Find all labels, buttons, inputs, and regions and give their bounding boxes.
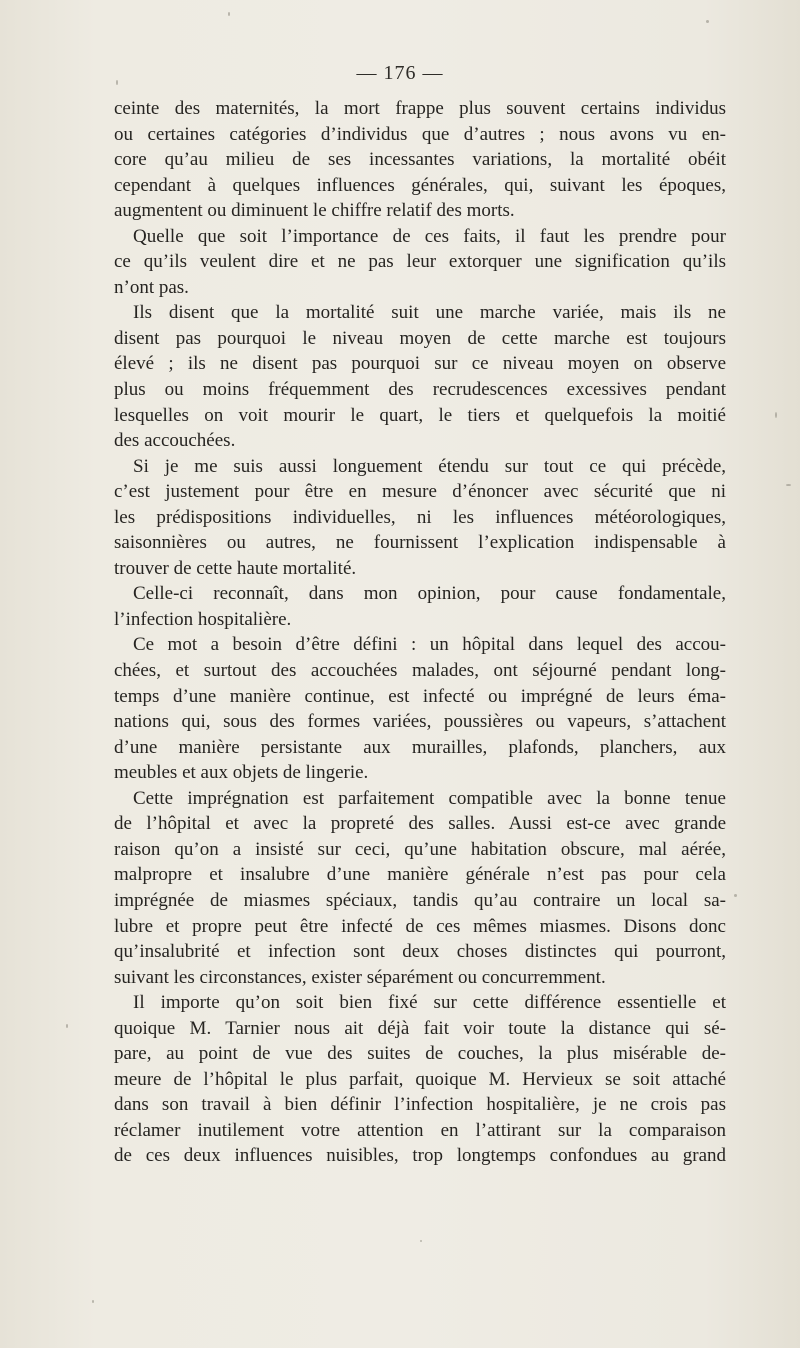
scan-speck	[420, 1240, 422, 1242]
text-line: Cette imprégnation est parfaitement compatible avec la bonne tenue	[133, 787, 726, 809]
page-number: — 176 —	[356, 62, 444, 84]
text-line: réclamer inutilement votre attention en l’attirant sur la comparaison	[114, 1119, 726, 1141]
text-line: Ce mot a besoin d’être défini : un hôpital dans lequel des accou-	[133, 634, 726, 656]
text-line: trouver de cette haute mortalité.	[114, 557, 357, 579]
text-line: Si je me suis aussi longuement étendu sur tout ce qui précède,	[133, 455, 726, 477]
text-line: de ces deux influences nuisibles, trop longtemps confondues au grand	[114, 1145, 726, 1167]
scan-speck	[228, 12, 230, 16]
text-line: nations qui, sous des formes variées, poussières ou vapeurs, s’attachent	[114, 711, 726, 733]
text-line: Ils disent que la mortalité suit une marche variée, mais ils ne	[133, 302, 726, 324]
text-line: d’une manière persistante aux murailles, plafonds, planchers, aux	[114, 736, 726, 758]
scan-speck	[775, 412, 777, 418]
text-line: les prédispositions individuelles, ni les influences météorologiques,	[114, 506, 726, 528]
text-line: saisonnières ou autres, ne fournissent l’explication indispensable à	[114, 532, 726, 554]
text-line: Il importe qu’on soit bien fixé sur cette différence essentielle et	[133, 992, 726, 1014]
text-line: c’est justement pour être en mesure d’énoncer avec sécurité que ni	[114, 481, 726, 503]
text-line: suivant les circonstances, exister séparément ou concurremment.	[114, 966, 606, 988]
scan-speck	[66, 1024, 68, 1028]
text-line: Quelle que soit l’importance de ces faits, il faut les prendre pour	[133, 225, 726, 247]
text-line: augmentent ou diminuent le chiffre relatif des morts.	[114, 200, 515, 222]
text-line: lesquelles on voit mourir le quart, le tiers et quelquefois la moitié	[114, 404, 726, 426]
text-line: meubles et aux objets de lingerie.	[114, 762, 369, 784]
body-text	[114, 96, 726, 1169]
text-line: chées, et surtout des accouchées malades, ont séjourné pendant long-	[114, 660, 726, 682]
text-line: meure de l’hôpital le plus parfait, quoique M. Hervieux se soit attaché	[114, 1068, 726, 1090]
text-line: élevé ; ils ne disent pas pourquoi sur ce niveau moyen on observe	[114, 353, 726, 375]
text-line: Celle-ci reconnaît, dans mon opinion, pour cause fondamentale,	[133, 583, 726, 605]
scan-speck	[92, 1300, 94, 1303]
text-line: plus ou moins fréquemment des recrudescences excessives pendant	[114, 379, 726, 401]
text-line: temps d’une manière continue, est infecté ou imprégné de leurs éma-	[114, 685, 726, 707]
scan-speck	[786, 484, 791, 486]
text-line: imprégnée de miasmes spéciaux, tandis qu’au contraire un local sa-	[114, 889, 726, 911]
text-line: qu’insalubrité et infection sont deux choses distinctes qui pourront,	[114, 941, 726, 963]
text-line: cependant à quelques influences générales, qui, suivant les époques,	[114, 174, 726, 196]
text-line: dans son travail à bien définir l’infection hospitalière, je ne crois pas	[114, 1094, 726, 1116]
text-line: core qu’au milieu de ses incessantes variations, la mortalité obéit	[114, 149, 726, 171]
text-line: lubre et propre peut être infecté de ces mêmes miasmes. Disons donc	[114, 915, 726, 937]
scan-speck	[734, 894, 737, 897]
text-line: ou certaines catégories d’individus que d’autres ; nous avons vu en-	[114, 123, 726, 145]
text-line: disent pas pourquoi le niveau moyen de cette marche est toujours	[114, 327, 726, 349]
text-line: ce qu’ils veulent dire et ne pas leur extorquer une signification qu’ils	[114, 251, 726, 273]
text-line: de l’hôpital et avec la propreté des salles. Aussi est-ce avec grande	[114, 813, 726, 835]
text-line: pare, au point de vue des suites de couches, la plus misérable de-	[114, 1043, 726, 1065]
text-line: ceinte des maternités, la mort frappe plus souvent certains individus	[114, 98, 726, 119]
scan-speck	[116, 80, 118, 85]
text-line: l’infection hospitalière.	[114, 608, 292, 630]
text-line: n’ont pas.	[114, 276, 189, 298]
text-line: quoique M. Tarnier nous ait déjà fait voir toute la distance qui sé-	[114, 1017, 726, 1039]
text-line: raison qu’on a insisté sur ceci, qu’une habitation obscure, mal aérée,	[114, 838, 726, 860]
text-line: malpropre et insalubre d’une manière générale n’est pas pour cela	[114, 864, 726, 886]
scan-speck	[706, 20, 709, 23]
text-line: des accouchées.	[114, 430, 236, 452]
